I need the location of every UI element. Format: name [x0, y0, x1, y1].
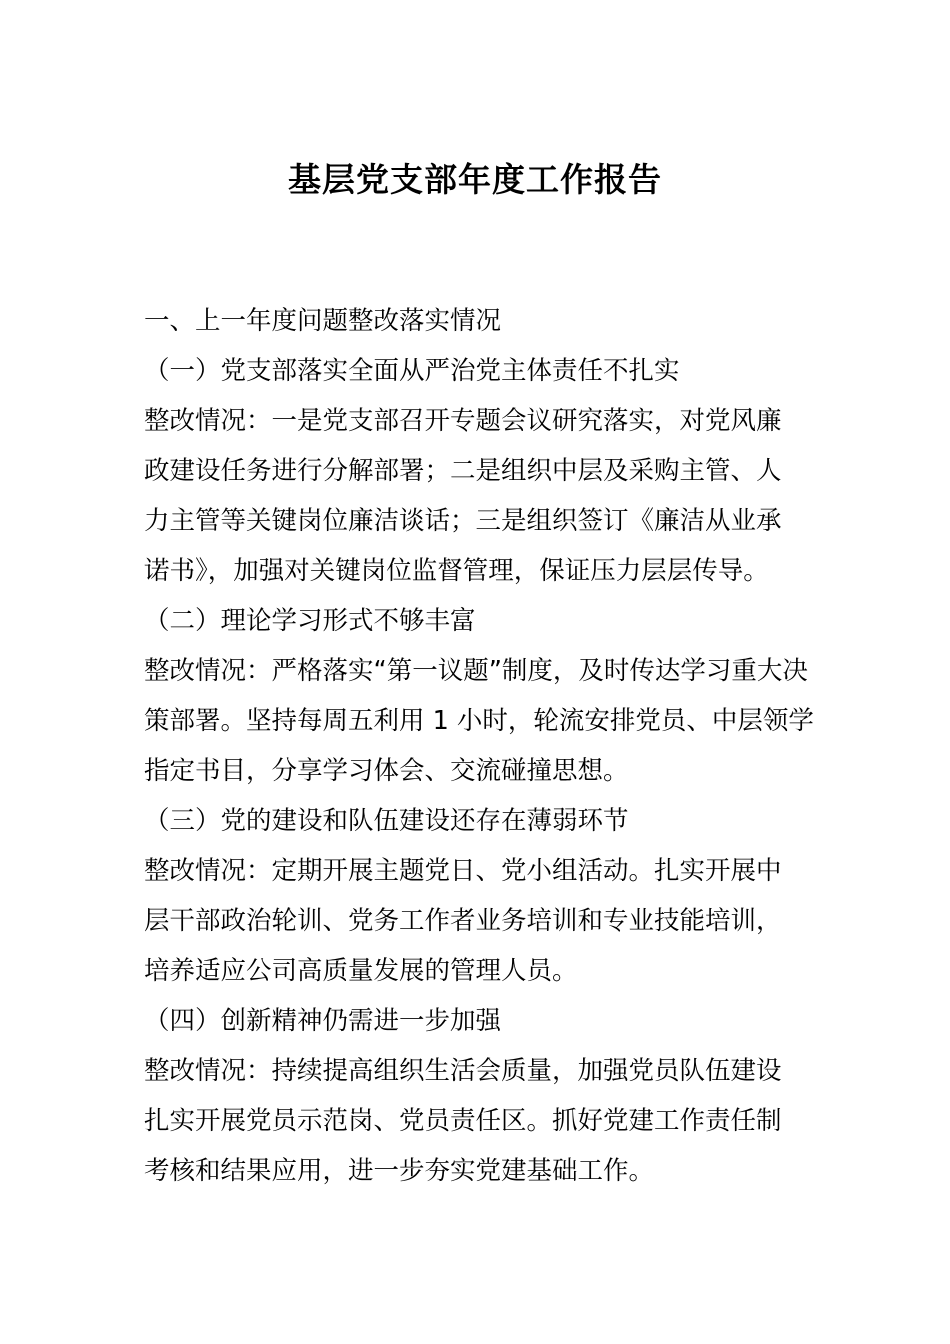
item-text-line: 培养适应公司高质量发展的管理人员。 [144, 956, 578, 986]
document-body [144, 296, 814, 1196]
item-text-line: 力主管等关键岗位廉洁谈话；三是组织签订《廉洁从业承 [144, 506, 782, 536]
item-text-line: 诺书》，加强对关键岗位监督管理，保证压力层层传导。 [144, 556, 769, 586]
item-text-line: 整改情况：定期开展主题党日、党小组活动。扎实开展中 [144, 856, 782, 886]
item-heading-2: （二）理论学习形式不够丰富 [144, 606, 476, 636]
item-text-line: 策部署。坚持每周五利用 1 小时，轮流安排党员、中层领学 [144, 706, 814, 736]
item-text-line: 指定书目，分享学习体会、交流碰撞思想。 [144, 756, 629, 786]
item-text-line: 层干部政治轮训、党务工作者业务培训和专业技能培训， [144, 906, 782, 936]
item-text-line: 扎实开展党员示范岗、党员责任区。抓好党建工作责任制 [144, 1106, 782, 1136]
item-text-line: 考核和结果应用，进一步夯实党建基础工作。 [144, 1156, 655, 1186]
document-title: 基层党支部年度工作报告 [288, 160, 662, 199]
item-text-line: 政建设任务进行分解部署；二是组织中层及采购主管、人 [144, 456, 782, 486]
item-heading-4: （四）创新精神仍需进一步加强 [144, 1006, 502, 1036]
item-text-line: 整改情况：严格落实“第一议题”制度，及时传达学习重大决 [144, 656, 808, 686]
item-text-line: 整改情况：持续提高组织生活会质量，加强党员队伍建设 [144, 1056, 782, 1086]
item-heading-1: （一）党支部落实全面从严治党主体责任不扎实 [144, 356, 680, 386]
item-text-line: 整改情况：一是党支部召开专题会议研究落实，对党风廉 [144, 406, 782, 436]
section-heading: 一、上一年度问题整改落实情况 [144, 306, 502, 336]
item-heading-3: （三）党的建设和队伍建设还存在薄弱环节 [144, 806, 629, 836]
